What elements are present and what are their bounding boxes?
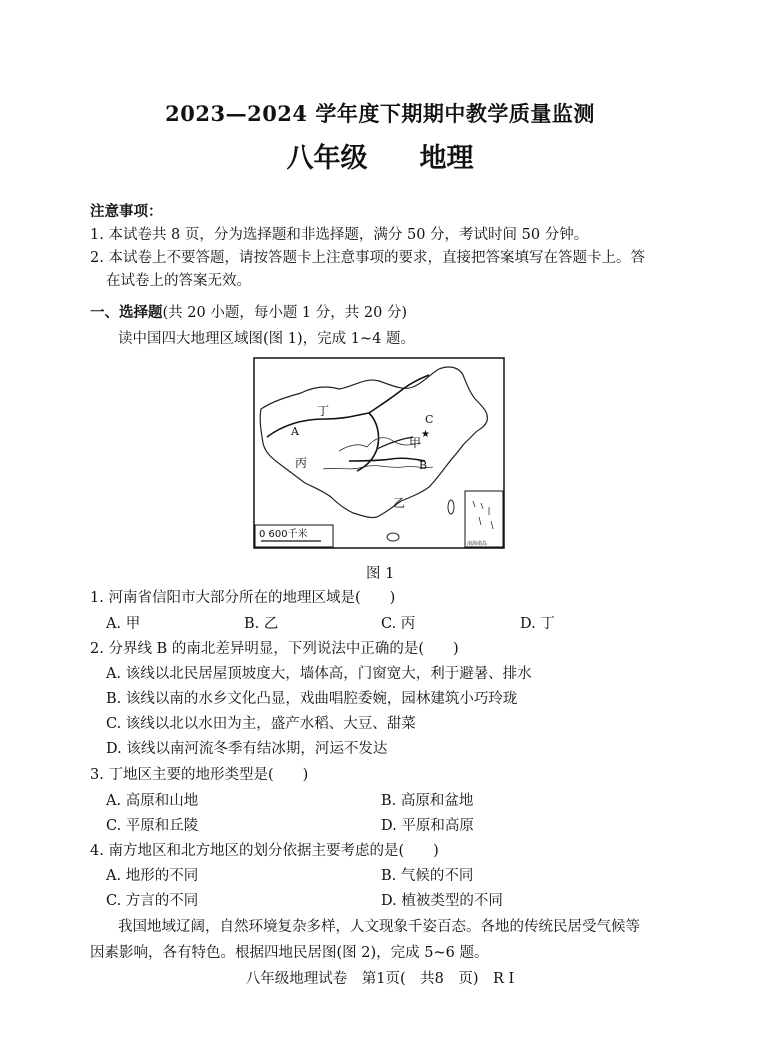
question-stem: 3. 丁地区主要的地形类型是( ) [90,767,309,783]
china-regions-map [253,357,505,549]
section-title: 一、选择题 [90,304,163,321]
option-b: B. 乙 [244,616,279,632]
exam-title: 2023—2024 学年度下期期中教学质量监测 [165,101,595,126]
option-d: D. 平原和高原 [381,818,474,834]
option-b: B. 高原和盆地 [381,793,474,809]
question-stem: 2. 分界线 B 的南北差异明显，下列说法中正确的是( ) [90,641,459,657]
label-a: A [291,425,299,438]
label-jia: 甲 [409,436,422,450]
section-note: (共 20 小题，每小题 1 分，共 20 分) [162,305,408,321]
exam-subtitle [0,136,760,175]
page-footer: 八年级地理试卷 第1页( 共8 页) R I [245,971,515,987]
option-b: B. 气候的不同 [381,868,474,884]
option-c: C. 方言的不同 [106,893,199,909]
note-item: 2. 本试卷上不要答题，请按答题卡上注意事项的要求，直接把答案填写在答题卡上。答 [90,250,645,266]
note-item: 1. 本试卷共 8 页，分为选择题和非选择题，满分 50 分，考试时间 50 分钟。 [90,227,589,243]
option-a: A. 甲 [106,616,141,632]
question-stem: 1. 河南省信阳市大部分所在的地理区域是( ) [90,590,396,606]
label-yi: 乙 [393,496,406,510]
option-d: D. 该线以南河流冬季有结冰期，河运不发达 [106,741,388,757]
option-c: C. 该线以北以水田为主，盛产水稻、大豆、甜菜 [106,716,416,732]
notes-heading: 注意事项： [90,203,163,220]
label-bing: 丙 [295,456,308,470]
option-b: B. 该线以南的水乡文化凸显，戏曲唱腔委婉，园林建筑小巧玲珑 [106,691,518,707]
figure-caption: 图 1 [366,566,395,582]
inset-label: 南海诸岛 [467,541,488,547]
option-d: D. 植被类型的不同 [381,893,503,909]
option-a: A. 该线以北民居屋顶坡度大，墙体高，门窗宽大，利于避暑、排水 [106,666,532,682]
figure-intro: 读中国四大地理区域图(图 1)，完成 1~4 题。 [118,331,415,347]
subject-label: 地理 [419,143,474,174]
label-ding: 丁 [317,404,330,418]
option-a: A. 地形的不同 [106,868,199,884]
passage-line: 我国地域辽阔，自然环境复杂多样，人文现象千姿百态。各地的传统民居受气候等 [118,919,640,935]
question-stem: 4. 南方地区和北方地区的划分依据主要考虑的是( ) [90,843,439,859]
grade-label: 八年级 [286,143,368,174]
option-c: C. 平原和丘陵 [106,818,199,834]
label-c: C [425,413,434,426]
passage-line: 因素影响，各有特色。根据四地民居图(图 2)，完成 5~6 题。 [90,945,489,961]
svg-text:★: ★ [421,429,430,440]
option-c: C. 丙 [381,616,416,632]
note-item: 在试卷上的答案无效。 [106,273,251,289]
option-a: A. 高原和山地 [106,793,199,809]
section-heading [90,301,407,322]
scale-bar: 0 600千米 [259,529,308,540]
option-d: D. 丁 [520,616,555,632]
label-b: B [419,459,428,472]
